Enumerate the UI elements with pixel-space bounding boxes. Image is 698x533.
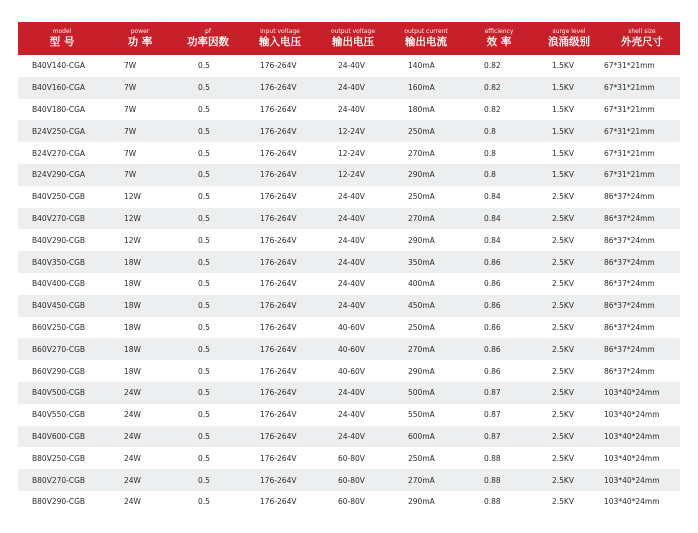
cell-input-voltage: 176-264V	[260, 301, 297, 311]
cell-shell-size: 67*31*21mm	[604, 83, 655, 93]
cell-surge-level: 2.5KV	[552, 453, 574, 463]
cell-surge-level: 1.5KV	[552, 126, 574, 136]
cell-efficiency: 0.86	[484, 257, 501, 267]
table-row	[18, 55, 680, 77]
cell-output-current: 270mA	[408, 213, 435, 223]
header-output-current	[388, 22, 464, 55]
header-shell-size	[604, 22, 680, 55]
cell-output-voltage: 40-60V	[338, 366, 365, 376]
cell-output-current: 250mA	[408, 126, 435, 136]
cell-model: B60V290-CGB	[32, 366, 86, 376]
cell-output-current: 500mA	[408, 388, 435, 398]
cell-power: 18W	[124, 366, 141, 376]
cell-model: B40V250-CGB	[32, 192, 86, 202]
cell-output-voltage: 24-40V	[338, 213, 365, 223]
table-row	[18, 382, 680, 404]
table-row	[18, 120, 680, 142]
cell-pf: 0.5	[198, 344, 210, 354]
cell-pf: 0.5	[198, 61, 210, 71]
cell-shell-size: 86*37*24mm	[604, 213, 655, 223]
cell-pf: 0.5	[198, 453, 210, 463]
table-row	[18, 99, 680, 121]
cell-input-voltage: 176-264V	[260, 344, 297, 354]
table-row	[18, 447, 680, 469]
cell-output-current: 270mA	[408, 344, 435, 354]
table-row	[18, 164, 680, 186]
cell-output-current: 290mA	[408, 497, 435, 507]
cell-efficiency: 0.82	[484, 104, 501, 114]
cell-shell-size: 67*31*21mm	[604, 104, 655, 114]
cell-model: B40V160-CGA	[32, 83, 86, 93]
header-output-current-cn: 输出电流	[405, 36, 447, 48]
cell-output-voltage: 12-24V	[338, 170, 365, 180]
cell-surge-level: 2.5KV	[552, 279, 574, 289]
table-row	[18, 491, 680, 513]
cell-surge-level: 2.5KV	[552, 410, 574, 420]
cell-efficiency: 0.86	[484, 344, 501, 354]
cell-power: 18W	[124, 257, 141, 267]
cell-surge-level: 2.5KV	[552, 192, 574, 202]
header-input-voltage-en: input voltage	[260, 28, 300, 35]
table-row	[18, 142, 680, 164]
cell-output-voltage: 24-40V	[338, 279, 365, 289]
cell-model: B40V400-CGB	[32, 279, 86, 289]
cell-output-voltage: 60-80V	[338, 475, 365, 485]
cell-shell-size: 67*31*21mm	[604, 148, 655, 158]
table-row	[18, 273, 680, 295]
cell-surge-level: 2.5KV	[552, 388, 574, 398]
cell-efficiency: 0.88	[484, 475, 501, 485]
cell-surge-level: 1.5KV	[552, 83, 574, 93]
cell-efficiency: 0.84	[484, 235, 501, 245]
cell-power: 12W	[124, 235, 141, 245]
cell-input-voltage: 176-264V	[260, 104, 297, 114]
cell-output-voltage: 24-40V	[338, 257, 365, 267]
cell-shell-size: 86*37*24mm	[604, 235, 655, 245]
cell-output-voltage: 24-40V	[338, 301, 365, 311]
header-shell-size-en: shell size	[628, 28, 656, 35]
cell-shell-size: 86*37*24mm	[604, 192, 655, 202]
cell-pf: 0.5	[198, 279, 210, 289]
cell-efficiency: 0.87	[484, 431, 501, 441]
cell-surge-level: 2.5KV	[552, 301, 574, 311]
table-row	[18, 360, 680, 382]
cell-shell-size: 86*37*24mm	[604, 301, 655, 311]
header-power-cn: 功 率	[127, 36, 153, 48]
cell-model: B80V250-CGB	[32, 453, 86, 463]
cell-pf: 0.5	[198, 126, 210, 136]
header-efficiency	[464, 22, 534, 55]
cell-output-voltage: 60-80V	[338, 497, 365, 507]
cell-pf: 0.5	[198, 170, 210, 180]
cell-power: 18W	[124, 344, 141, 354]
cell-efficiency: 0.8	[484, 170, 496, 180]
table-row	[18, 426, 680, 448]
cell-input-voltage: 176-264V	[260, 83, 297, 93]
cell-shell-size: 103*40*24mm	[604, 388, 660, 398]
cell-surge-level: 1.5KV	[552, 61, 574, 71]
cell-model: B40V550-CGB	[32, 410, 86, 420]
cell-surge-level: 1.5KV	[552, 148, 574, 158]
cell-pf: 0.5	[198, 104, 210, 114]
cell-efficiency: 0.87	[484, 388, 501, 398]
cell-surge-level: 2.5KV	[552, 366, 574, 376]
table-row	[18, 404, 680, 426]
cell-pf: 0.5	[198, 192, 210, 202]
header-shell-size-cn: 外壳尺寸	[621, 36, 663, 48]
cell-model: B40V600-CGB	[32, 431, 86, 441]
cell-efficiency: 0.88	[484, 453, 501, 463]
cell-output-voltage: 24-40V	[338, 104, 365, 114]
cell-output-current: 350mA	[408, 257, 435, 267]
cell-pf: 0.5	[198, 257, 210, 267]
header-output-current-en: output current	[404, 28, 448, 35]
cell-model: B40V350-CGB	[32, 257, 86, 267]
cell-output-current: 140mA	[408, 61, 435, 71]
header-power	[106, 22, 174, 55]
cell-power: 24W	[124, 475, 141, 485]
cell-shell-size: 103*40*24mm	[604, 431, 660, 441]
cell-input-voltage: 176-264V	[260, 322, 297, 332]
cell-power: 7W	[124, 83, 137, 93]
cell-output-voltage: 24-40V	[338, 192, 365, 202]
cell-output-current: 450mA	[408, 301, 435, 311]
cell-pf: 0.5	[198, 388, 210, 398]
cell-power: 7W	[124, 170, 137, 180]
cell-efficiency: 0.8	[484, 148, 496, 158]
table-body	[18, 55, 680, 513]
cell-input-voltage: 176-264V	[260, 453, 297, 463]
cell-output-voltage: 24-40V	[338, 388, 365, 398]
cell-pf: 0.5	[198, 366, 210, 376]
table-row	[18, 186, 680, 208]
header-surge-level	[534, 22, 604, 55]
header-model-en: model	[52, 28, 72, 35]
cell-output-current: 270mA	[408, 475, 435, 485]
cell-shell-size: 86*37*24mm	[604, 344, 655, 354]
cell-model: B60V250-CGB	[32, 322, 86, 332]
cell-power: 7W	[124, 61, 137, 71]
cell-shell-size: 86*37*24mm	[604, 322, 655, 332]
cell-output-current: 250mA	[408, 322, 435, 332]
header-model	[18, 22, 106, 55]
header-output-voltage	[318, 22, 388, 55]
cell-model: B24V250-CGA	[32, 126, 86, 136]
cell-model: B40V290-CGB	[32, 235, 86, 245]
table-row	[18, 338, 680, 360]
cell-output-voltage: 24-40V	[338, 410, 365, 420]
cell-surge-level: 1.5KV	[552, 104, 574, 114]
cell-input-voltage: 176-264V	[260, 279, 297, 289]
cell-output-voltage: 60-80V	[338, 453, 365, 463]
cell-input-voltage: 176-264V	[260, 431, 297, 441]
header-surge-level-en: surge level	[552, 28, 586, 35]
cell-output-voltage: 12-24V	[338, 126, 365, 136]
cell-input-voltage: 176-264V	[260, 192, 297, 202]
table-row	[18, 208, 680, 230]
cell-model: B24V290-CGA	[32, 170, 86, 180]
cell-shell-size: 86*37*24mm	[604, 366, 655, 376]
header-output-voltage-cn: 输出电压	[332, 36, 374, 48]
cell-output-current: 180mA	[408, 104, 435, 114]
cell-input-voltage: 176-264V	[260, 410, 297, 420]
cell-output-voltage: 12-24V	[338, 148, 365, 158]
cell-model: B40V180-CGA	[32, 104, 86, 114]
table-header	[18, 22, 680, 55]
cell-output-current: 550mA	[408, 410, 435, 420]
header-output-voltage-en: output voltage	[330, 28, 376, 35]
cell-power: 24W	[124, 497, 141, 507]
cell-power: 24W	[124, 410, 141, 420]
cell-efficiency: 0.86	[484, 301, 501, 311]
cell-output-current: 400mA	[408, 279, 435, 289]
cell-surge-level: 2.5KV	[552, 431, 574, 441]
spec-table	[18, 22, 680, 513]
header-input-voltage	[242, 22, 318, 55]
cell-shell-size: 103*40*24mm	[604, 453, 660, 463]
cell-power: 24W	[124, 388, 141, 398]
cell-efficiency: 0.87	[484, 410, 501, 420]
table-row	[18, 469, 680, 491]
cell-power: 24W	[124, 431, 141, 441]
table-row	[18, 317, 680, 339]
cell-surge-level: 2.5KV	[552, 475, 574, 485]
cell-surge-level: 2.5KV	[552, 257, 574, 267]
cell-output-current: 290mA	[408, 366, 435, 376]
cell-output-current: 270mA	[408, 148, 435, 158]
cell-efficiency: 0.82	[484, 61, 501, 71]
cell-input-voltage: 176-264V	[260, 235, 297, 245]
cell-output-current: 250mA	[408, 192, 435, 202]
header-pf	[174, 22, 242, 55]
cell-shell-size: 86*37*24mm	[604, 279, 655, 289]
cell-model: B80V290-CGB	[32, 497, 86, 507]
cell-shell-size: 103*40*24mm	[604, 497, 660, 507]
cell-pf: 0.5	[198, 235, 210, 245]
cell-model: B24V270-CGA	[32, 148, 86, 158]
cell-input-voltage: 176-264V	[260, 497, 297, 507]
cell-pf: 0.5	[198, 431, 210, 441]
cell-output-voltage: 24-40V	[338, 431, 365, 441]
header-input-voltage-cn: 输入电压	[259, 36, 301, 48]
cell-pf: 0.5	[198, 148, 210, 158]
cell-input-voltage: 176-264V	[260, 213, 297, 223]
cell-shell-size: 67*31*21mm	[604, 170, 655, 180]
header-model-cn: 型 号	[49, 36, 75, 48]
cell-power: 12W	[124, 192, 141, 202]
cell-output-current: 250mA	[408, 453, 435, 463]
cell-power: 18W	[124, 279, 141, 289]
cell-power: 24W	[124, 453, 141, 463]
cell-model: B80V270-CGB	[32, 475, 86, 485]
cell-model: B40V450-CGB	[32, 301, 86, 311]
cell-efficiency: 0.84	[484, 192, 501, 202]
cell-surge-level: 2.5KV	[552, 497, 574, 507]
cell-surge-level: 2.5KV	[552, 344, 574, 354]
cell-input-voltage: 176-264V	[260, 148, 297, 158]
cell-shell-size: 67*31*21mm	[604, 126, 655, 136]
cell-input-voltage: 176-264V	[260, 475, 297, 485]
cell-shell-size: 67*31*21mm	[604, 61, 655, 71]
cell-model: B60V270-CGB	[32, 344, 86, 354]
cell-pf: 0.5	[198, 301, 210, 311]
cell-efficiency: 0.8	[484, 126, 496, 136]
cell-power: 7W	[124, 148, 137, 158]
cell-surge-level: 2.5KV	[552, 213, 574, 223]
cell-shell-size: 103*40*24mm	[604, 475, 660, 485]
cell-output-voltage: 24-40V	[338, 83, 365, 93]
cell-model: B40V500-CGB	[32, 388, 86, 398]
cell-power: 7W	[124, 104, 137, 114]
cell-efficiency: 0.82	[484, 83, 501, 93]
cell-model: B40V270-CGB	[32, 213, 86, 223]
cell-shell-size: 103*40*24mm	[604, 410, 660, 420]
cell-efficiency: 0.86	[484, 322, 501, 332]
table-row	[18, 251, 680, 273]
table-row	[18, 77, 680, 99]
cell-input-voltage: 176-264V	[260, 170, 297, 180]
cell-shell-size: 86*37*24mm	[604, 257, 655, 267]
header-surge-level-cn: 浪涌级别	[548, 36, 590, 48]
cell-pf: 0.5	[198, 213, 210, 223]
cell-surge-level: 2.5KV	[552, 322, 574, 332]
cell-output-voltage: 40-60V	[338, 322, 365, 332]
cell-pf: 0.5	[198, 410, 210, 420]
cell-model: B40V140-CGA	[32, 61, 86, 71]
cell-efficiency: 0.88	[484, 497, 501, 507]
header-pf-en: pf	[205, 28, 211, 35]
cell-pf: 0.5	[198, 497, 210, 507]
cell-input-voltage: 176-264V	[260, 388, 297, 398]
cell-input-voltage: 176-264V	[260, 257, 297, 267]
cell-power: 18W	[124, 301, 141, 311]
header-pf-cn: 功率因数	[187, 36, 229, 48]
cell-pf: 0.5	[198, 322, 210, 332]
cell-surge-level: 2.5KV	[552, 235, 574, 245]
cell-pf: 0.5	[198, 83, 210, 93]
cell-output-current: 160mA	[408, 83, 435, 93]
cell-input-voltage: 176-264V	[260, 366, 297, 376]
cell-power: 12W	[124, 213, 141, 223]
cell-output-voltage: 24-40V	[338, 235, 365, 245]
cell-efficiency: 0.84	[484, 213, 501, 223]
table-row	[18, 229, 680, 251]
table-row	[18, 295, 680, 317]
cell-efficiency: 0.86	[484, 366, 501, 376]
cell-surge-level: 1.5KV	[552, 170, 574, 180]
cell-output-current: 290mA	[408, 170, 435, 180]
cell-pf: 0.5	[198, 475, 210, 485]
cell-input-voltage: 176-264V	[260, 61, 297, 71]
header-power-en: power	[130, 28, 150, 35]
header-efficiency-cn: 效 率	[486, 36, 512, 48]
cell-input-voltage: 176-264V	[260, 126, 297, 136]
cell-efficiency: 0.86	[484, 279, 501, 289]
cell-power: 7W	[124, 126, 137, 136]
cell-power: 18W	[124, 322, 141, 332]
cell-output-current: 290mA	[408, 235, 435, 245]
cell-output-voltage: 40-60V	[338, 344, 365, 354]
cell-output-voltage: 24-40V	[338, 61, 365, 71]
cell-output-current: 600mA	[408, 431, 435, 441]
header-efficiency-en: efficiency	[484, 28, 514, 35]
